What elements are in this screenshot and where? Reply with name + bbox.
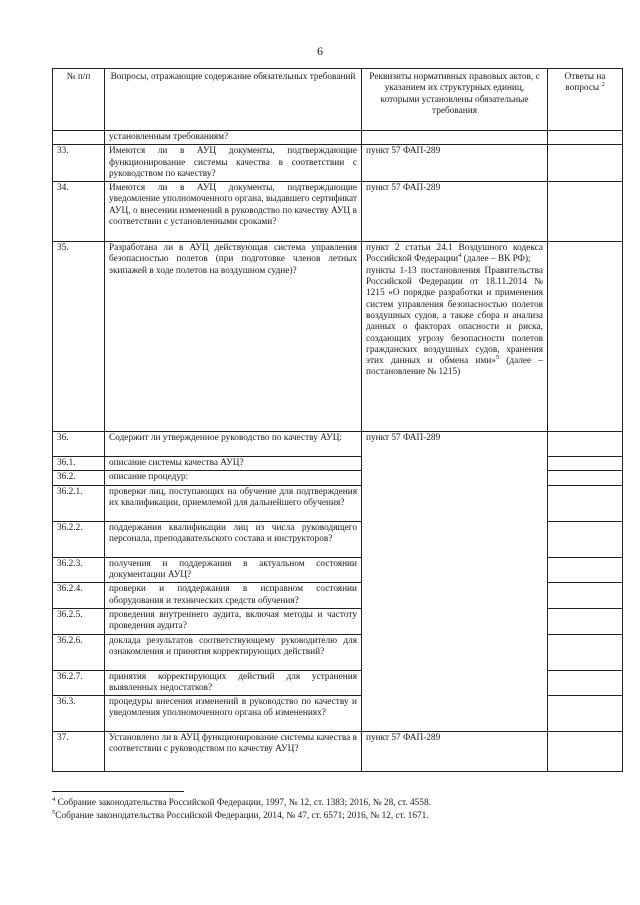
row-question: доклада результатов соответствующему руководителю для ознакомления и принятия корректирующих действий? [105,634,362,670]
row-num: 36.2.4. [53,583,105,609]
row-question: Установлено ли в АУЦ функционирование системы качества в соответствии с руководством по качеству АУЦ? [105,732,362,772]
table-row [53,242,623,432]
table-row [53,732,623,772]
row-num: 36.2.3. [53,557,105,583]
row-question: Разработана ли в АУЦ действующая система управления безопасностью полетов (при подготовке членов летных экипажей в ходе полетов на воздушном судне)? [105,242,362,432]
row-question: процедуры внесения изменений в руководство по качеству и уведомления уполномоченного органа об изменениях? [105,696,362,732]
answer-cell[interactable] [548,634,623,670]
row-num: 36.3. [53,696,105,732]
row-question: Имеются ли в АУЦ документы, подтверждающие функционирование системы качества в соответствии с руководством по качеству? [105,145,362,182]
row-num: 36. [53,432,105,457]
row-reference: пункт 2 статьи 24.1 Воздушного кодекса Российской Федерации$^4$ (далее – ВК РФ); пункты 1-13 постановления Правительства Российской Федерации от 18.11.2014 № 1215 «О порядке разработки и применения систем управления безопасностью полетов воздушных судов, а также сбора и анализа данных о факторах опасности и риска, создающих угрозу безопасности полетов гражданских воздушных судов, хранения этих данных и обмена ими»$^5$ (далее – постановление № 1215) [362,242,548,432]
answer-cell[interactable] [548,696,623,732]
row-num: 37. [53,732,105,772]
row-num: 36.2.5. [53,608,105,634]
table-row [53,182,623,242]
row-question: описание процедур: [105,471,362,485]
answer-cell[interactable] [548,131,623,145]
row-num [53,131,105,145]
answer-cell[interactable] [548,471,623,485]
row-num: 36.2. [53,471,105,485]
answer-cell[interactable] [548,457,623,471]
row-question: Содержит ли утвержденное руководство по качеству АУЦ: [105,432,362,457]
header-num: № п/п [53,69,105,131]
answer-cell[interactable] [548,182,623,242]
answer-cell[interactable] [548,583,623,609]
row-num: 36.2.1. [53,485,105,521]
requirements-table [52,68,623,772]
answer-cell[interactable] [548,608,623,634]
row-num: 36.2.2. [53,521,105,557]
header-answer: Ответы на вопросы $^2$ [548,69,623,131]
row-num: 36.2.7. [53,670,105,696]
row-num: 35. [53,242,105,432]
footnote-item: $^5$Собрание законодательства Российской Федерации, 2014, № 47, ст. 6571; 2016, № 12, ст. 1671. [52,808,429,821]
row-reference: пункт 57 ФАП-289 [362,732,548,772]
row-num: 36.1. [53,457,105,471]
footnote-separator [52,791,184,792]
answer-cell[interactable] [548,521,623,557]
row-question: проверки и поддержания в исправном состоянии оборудования и технических средств обучения? [105,583,362,609]
answer-cell[interactable] [548,670,623,696]
row-question: поддержания квалификации лиц из числа руководящего персонала, преподавательского состава и инструкторов? [105,521,362,557]
answer-cell[interactable] [548,732,623,772]
row-reference [362,131,548,145]
row-reference: пункт 57 ФАП-289 [362,145,548,182]
row-question: Имеются ли в АУЦ документы, подтверждающие уведомление уполномоченного органа, выдавшего сертификат АУЦ, о внесении изменений в руководство по качеству АУЦ в соответствии с установленными сроками? [105,182,362,242]
row-question: установленным требованиям? [105,131,362,145]
table-row [53,145,623,182]
row-question: проверки лиц, поступающих на обучение для подтверждения их квалификации, приемлемой для дальнейшего обучения? [105,485,362,521]
row-question: проведения внутреннего аудита, включая методы и частоту проведения аудита? [105,608,362,634]
header-question: Вопросы, отражающие содержание обязательных требований [105,69,362,131]
table-row [53,432,623,457]
row-question: принятия корректирующих действий для устранения выявленных недостатков? [105,670,362,696]
table-row [53,131,623,145]
answer-cell[interactable] [548,485,623,521]
row-question: описание системы качества АУЦ? [105,457,362,471]
row-num: 34. [53,182,105,242]
row-num: 36.2.6. [53,634,105,670]
row-num: 33. [53,145,105,182]
footnotes [52,797,622,823]
answer-cell[interactable] [548,145,623,182]
answer-cell[interactable] [548,242,623,432]
header-reference: Реквизиты нормативных правовых актов, с указанием их структурных единиц, которыми установлены обязательные требования [362,69,548,131]
page-number: 6 [317,44,323,58]
table-header-row [53,69,623,131]
footnote-item: $^4$ Собрание законодательства Российской Федерации, 1997, № 12, ст. 1383; 2016, № 28, ст. 4558. [52,795,431,808]
answer-cell[interactable] [548,557,623,583]
answer-cell[interactable] [548,432,623,457]
row-reference: пункт 57 ФАП-289 [362,182,548,242]
row-reference: пункт 57 ФАП-289 [362,432,548,732]
row-question: получения и поддержания в актуальном состоянии документации АУЦ? [105,557,362,583]
